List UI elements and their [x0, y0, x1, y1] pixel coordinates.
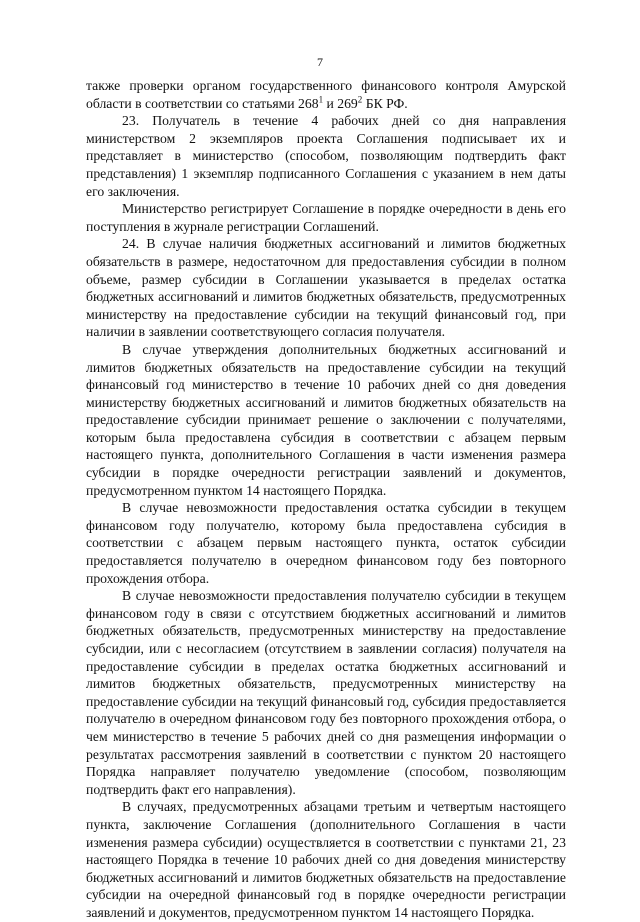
paragraph-continuation: [86, 77, 566, 112]
page-number: 7: [317, 55, 323, 69]
paragraph-impossibility: В случае невозможности предоставления получателю субсидии в текущем финансовом году в связи с отсутствием бюджетных ассигнований и лимитов бюджетных обязательств, предусмотренных министерству на предоставление субсидии, или с несогласием (отсутствием в заявлении согласия) получателя на предоставление субсидии в пределах остатка бюджетных ассигнований и лимитов бюджетных обязательств, предусмотренных министерству на предоставление субсидии на текущий финансовый год, субсидия предоставляется получателю в очередном финансовом году без повторного прохождения отбора, о чем министерство в течение 5 рабочих дней со дня размещения информации о результатах рассмотрения заявлений в соответствии с пунктом 20 настоящего Порядка направляет получателю уведомление (способом, позволяющим подтвердить факт его направления).: [86, 588, 566, 797]
paragraph-additional-allocations: В случае утверждения дополнительных бюджетных ассигнований и лимитов бюджетных обязательств на предоставление субсидии на текущий финансовый год министерство в течение 10 рабочих дней со дня доведения министерству бюджетных ассигнований и лимитов бюджетных обязательств на предоставление субсидии принимает решение о заключении с получателями, которым была предоставлена субсидия в соответствии с абзацем первым настоящего пункта, дополнительного Соглашения в части изменения размера субсидии в порядке очередности регистрации заявлений и документов, предусмотренном пунктом 14 настоящего Порядка.: [86, 341, 566, 498]
paragraph-continuation-text-2: и 269: [323, 95, 358, 111]
document-body: [86, 77, 566, 922]
superscript-269: 2: [357, 94, 363, 105]
paragraph-23: 23. Получатель в течение 4 рабочих дней со дня направления министерством 2 экземпляров проекта Соглашения подписывает их и представляет в министерство (способом, позволяющим подтвердить факт представления) 1 экземпляр подписанного Соглашения с указанием в нем даты его заключения.: [86, 113, 566, 199]
paragraph-continuation-text-3: БК РФ.: [362, 95, 408, 111]
paragraph-registration: Министерство регистрирует Соглашение в порядке очередности в день его поступления в журнале регистрации Соглашений.: [86, 201, 566, 234]
superscript-268: 1: [318, 94, 324, 105]
paragraph-24: 24. В случае наличия бюджетных ассигнований и лимитов бюджетных обязательств в размере, недостаточном для предоставления субсидии в полном объеме, размер субсидии в Соглашении указывается в пределах остатка бюджетных ассигнований и лимитов бюджетных обязательств, предусмотренных министерству на предоставление субсидии на текущий финансовый год, при наличии в заявлении соответствующего согласия получателя.: [86, 236, 566, 340]
paragraph-agreement-cases: В случаях, предусмотренных абзацами третьим и четвертым настоящего пункта, заключение Соглашения (дополнительного Соглашения в части изменения размера субсидии) осуществляется в соответствии с пунктами 21, 23 настоящего Порядка в течение 10 рабочих дней со дня доведения министерству бюджетных ассигнований и лимитов бюджетных обязательств на предоставление субсидии на очередной финансовый год в порядке очередности регистрации заявлений и документов, предусмотренном пунктом 14 настоящего Порядка.: [86, 799, 566, 920]
paragraph-remaining-subsidy: В случае невозможности предоставления остатка субсидии в текущем финансовом году получателю, которому была предоставлена субсидия в соответствии с абзацем первым настоящего пункта, остаток субсидии предоставляется получателю в очередном финансовом году без повторного прохождения отбора.: [86, 500, 566, 586]
paragraph-continuation-text: также проверки органом государственного финансового контроля Амурской области в соответствии со статьями 268: [86, 78, 566, 111]
